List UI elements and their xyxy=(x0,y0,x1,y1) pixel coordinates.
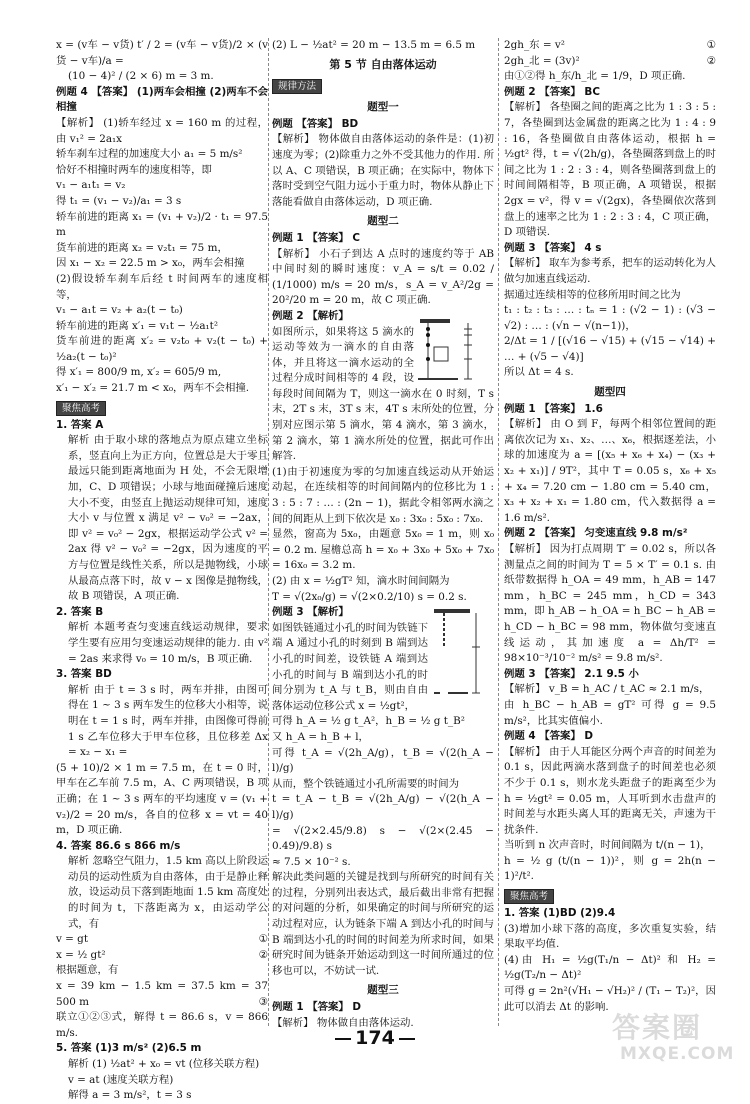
page-number xyxy=(327,1027,423,1049)
equation: 2/Δt = 1 / [(√16 − √15) + (√15 − √14) + … + (√5 − √4)] xyxy=(504,335,716,363)
text-line: 根据题意，有 xyxy=(56,964,119,977)
text-block: 显然，窗高为 5x₀，由题意 5x₀ = 1 m，则 x₀ = 0.2 m. 屋檐总高 h = x₀ + 3x₀ + 5x₀ + 7x₀ = 16x₀ = 3.2 m. xyxy=(272,528,494,572)
text-line: (2) L − ½at² = 20 m − 13.5 m = 6.5 m xyxy=(272,39,476,51)
topic-heading: 题型二 xyxy=(367,215,399,228)
text-line: v = at (速度关联方程) xyxy=(68,1073,174,1086)
column-divider xyxy=(498,38,499,1026)
text-block: 【解析】 小石子到达 A 点时的速度约等于 AB 中间时刻的瞬时速度：v_A = s/t = 0.02 / (1/1000) m/s = 20 m/s，s_A = v_A²/2g = 20²/20 m = 20 m，故 C 项正确. xyxy=(272,247,494,307)
text-line: 由①②得 h_东/h_北 = 1/9，D 项正确. xyxy=(504,70,686,83)
example-heading: 例题 3 【答案】 4 s xyxy=(504,241,602,254)
chain-hole-figure xyxy=(432,607,494,703)
answer-body: 解析 本题考查匀变速直线运动规律，要求学生要有应用匀变速运动规律的能力. 由 v² = 2as 来求得 v₀ = 10 m/s，B 项正确. xyxy=(68,621,268,665)
text-line: 解得 a = 3 m/s²，t = 3 s xyxy=(68,1089,192,1102)
text-line: 轿车前进的距离 x′₁ = v₁t − ½a₁t² xyxy=(56,319,219,332)
text-block: 【解析】 由于人耳能区分两个声音的时间差为 0.1 s，因此两滴水落到盘子的时间差也必须不少于 0.1 s，则水龙头距盘子的距离至少为 h = ½gt² = 0.05 m，人耳听到水击盘声的时间差与水距头离人耳的距离无关，声速为干扰条件. xyxy=(504,745,716,836)
answer-body: 解析 由于取小球的落地点为原点建立坐标系，竖直向上为正方向，位置总是大于零且最远只能到距离地面为 H 处，不会无限增加，C、D 项错误；小球与地面碰撞后速度大小不变，由竖直上抛运动规律可知，速度大小 v 与位置 x 满足 v² − v₀² = −2ax，即 v² = v₀² − 2gx，根据运动学公式 v² = 2ax 得 v² − v₀² = −2gx，因为速度的平方与位置是线性关系，所以是抛物线，小球从最高点落下时，故 v − x 图像是抛物线，故 B 项错误，A 项正确. xyxy=(68,434,268,603)
example-heading: 例题 1 【答案】 D xyxy=(272,1001,362,1014)
text-line: 解析 (1) ½at² + x₀ = vt (位移关联方程) xyxy=(68,1058,260,1070)
equation xyxy=(504,54,716,70)
text-line: 得 t₁ = (v₁ − v₂)/a₁ = 3 s xyxy=(56,194,182,207)
text-line: 恰好不相撞时两车的速度相等，即 xyxy=(56,163,212,176)
text-line: v₁ − a₁t = v₂ + a₂(t − t₀) xyxy=(56,304,183,317)
text-line: 货车前进的距离 x′₂ = v₂t₀ + v₂(t − t₀) + ½a₂(t − t₀)² xyxy=(56,335,268,363)
text-line: 【解析】 (1)轿车经过 x = 160 m 的过程，由 v₁² = 2a₁x xyxy=(56,116,268,145)
text-line: 得 x′₁ = 800/9 m, x′₂ = 605/9 m, xyxy=(56,366,222,379)
column-middle xyxy=(272,38,494,1031)
equation: 可得 t_A = √(2h_A/g)，t_B = √(2(h_A − l)/g) xyxy=(272,746,494,775)
equation xyxy=(56,948,268,964)
page-number-dash xyxy=(335,1038,351,1040)
water-drop-figure xyxy=(418,311,494,383)
text-block: 如图所示，如果将这 5 滴水的运动等效为一滴水的自由落体，并且将这一滴水运动的全过程分成时间相等的 4 段，设每段时间间隔为 T，则这一滴水在 0 时刻，T s 末，2T s 末，3T s 末，4T s 末所处的位置，分别对应图示第 5 滴水，第 4 滴水，第 3 滴水，第 2 滴水，第 1 滴水所处的位置，据此可作出解答. xyxy=(272,325,494,463)
page-number-dash xyxy=(399,1038,415,1040)
text-block: 【解析】 由 O 到 F，每两个相邻位置间的距离依次记为 x₁、x₂、…、x₆，根据逐差法，小球的加速度为 a = [(x₅ + x₆ + x₄) − (x₃ + x₂ + x₁)] / 9T²，其中 T = 0.05 s，x₆ + x₅ + x₄ = 7.20 cm − 1.80 cm = 5.40 cm，x₃ + x₂ + x₁ = 1.80 cm，代入数据得 a = 1.6 m/s². xyxy=(504,418,716,524)
example-heading: 例题 1 【答案】 1.6 xyxy=(504,402,603,415)
topic-heading: 题型三 xyxy=(367,984,399,997)
equation-text: x = 39 km − 1.5 km = 37.5 km = 37 500 m xyxy=(56,980,268,1008)
answer-heading: 1. 答案 (1)BD (2)9.4 xyxy=(504,907,616,920)
equation xyxy=(56,979,268,1010)
text-line: 由 h_BC − h_AB = gT² 可得 g = 9.5 m/s²，比其实值偏小. xyxy=(504,698,716,727)
equation: (4)由 H₁ = ½g(T₁/n − Δt)² 和 H₂ = ½g(T₂/n − Δt)² xyxy=(504,953,716,982)
answer-heading: 4. 答案 86.6 s 866 m/s xyxy=(56,839,181,852)
text-line: 当听到 n 次声音时，时间间隔为 t/(n − 1)， xyxy=(504,839,711,852)
text-line: (3)增加小球下落的高度，多次重复实验，结果取平均值. xyxy=(504,922,716,951)
watermark-text: 答案圈 xyxy=(612,1011,703,1044)
equation: 可得 g = 2n²(√H₁ − √H₂)² / (T₁ − T₂)²，因此可以消去 Δt 的影响. xyxy=(504,985,716,1013)
text-block: 【解析】 因为打点周期 T′ = 0.02 s，所以各测量点之间的时间为 T = 5 × T′ = 0.1 s. 由纸带数据得 h_OA = 49 mm，h_AB = 147 mm，h_BC = 245 mm，h_CD = 343 mm，即 h_AB − h_OA = h_BC − h_AB = h_CD − h_BC = 98 mm，物体做匀变速直线运动，其加速度 a = Δh/T² = 98×10⁻³/10⁻² m/s² = 9.8 m/s². xyxy=(504,543,716,665)
section-tag: 规律方法 xyxy=(272,79,322,94)
equation xyxy=(504,38,716,54)
text-line: x′₁ − x′₂ = 21.7 m < x₀，两车不会相撞. xyxy=(56,382,250,395)
section-title: 第 5 节 自由落体运动 xyxy=(329,57,437,71)
answer-heading: 1. 答案 A xyxy=(56,418,104,431)
text-line: 货车前进的距离 x₂ = v₂t₁ = 75 m， xyxy=(56,241,228,254)
text-line: 因 x₁ − x₂ = 22.5 m > x₀，两车会相撞 xyxy=(56,257,245,270)
answer-body: 解析 忽略空气阻力，1.5 km 高以上阶段运动员的运动性质为自由落体，由于是静止释放，设运动员下落到距地面 1.5 km 高度处的时间为 t，下落距离为 x，由运动学公式，有 xyxy=(68,855,268,930)
text-line: (2) 由 x = ½gT² 知，滴水时间间隔为 xyxy=(272,575,450,587)
example-heading: 例题 2 【答案】 BC xyxy=(504,85,600,98)
answer-heading: 3. 答案 BD xyxy=(56,668,112,681)
example-heading: 例题 4 【答案】 D xyxy=(504,730,594,743)
example-heading: 例题 4 【答案】 (1)两车会相撞 (2)两车不会相撞 xyxy=(56,85,268,114)
text-block: 【解析】 取车为参考系，把车的运动转化为人做匀加速直线运动. xyxy=(504,257,716,285)
equation-text: v = gt xyxy=(56,933,89,946)
text-line: v₁ − a₁t₁ = v₂ xyxy=(56,179,126,192)
equation-text: 2gh_东 = v² xyxy=(504,39,565,51)
section-tag: 聚焦高考 xyxy=(504,889,554,904)
section-tag: 聚焦高考 xyxy=(56,401,106,416)
text-block: 如图铁链通过小孔的时间为铁链下端 A 通过小孔的时刻到 B 端到达小孔的时间差，设铁链 A 端到达小孔的时间与 B 端到达小孔的时间分别为 t_A 与 t_B，则由自由落体运动位移公式 x = ½gt²， xyxy=(272,621,428,712)
equation: t = t_A − t_B = √(2h_A/g) − √(2(h_A − l)/g) xyxy=(272,793,494,821)
topic-heading: 题型四 xyxy=(594,386,626,399)
example-heading: 例题 2 【答案】 匀变速直线 9.8 m/s² xyxy=(504,527,688,540)
column-right xyxy=(504,38,716,1015)
answer-heading: 5. 答案 (1)3 m/s² (2)6.5 m xyxy=(56,1042,202,1055)
equation: T = √(2x₀/g) = √(2×0.2/10) s = 0.2 s. xyxy=(272,590,467,603)
text-line: x = (v车 − v货) t′ / 2 = (v车 − v货)/2 × (v货 − v车)/a = xyxy=(56,39,268,67)
equation-number: ② xyxy=(258,948,268,961)
text-line: 轿车刹车过程的加速度大小 a₁ = 5 m/s² xyxy=(56,148,243,161)
equation: 可得 h_A = ½ g t_A²，h_B = ½ g t_B² xyxy=(272,715,465,728)
topic-heading: 题型一 xyxy=(367,101,399,114)
equation: h = ½ g (t/(n − 1))²，则 g = 2h(n − 1)²/t². xyxy=(504,854,716,883)
equation-number: ② xyxy=(706,54,716,67)
equation-number: ① xyxy=(706,39,716,51)
text-line: 【解析】 v_B = h_AC / t_AC ≈ 2.1 m/s， xyxy=(504,683,710,696)
example-heading: 例题 3 【解析】 xyxy=(272,606,349,619)
answer-heading: 2. 答案 B xyxy=(56,605,104,618)
column-divider xyxy=(268,38,269,1026)
text-line: (2)假设轿车刹车后经 t 时间两车的速度相等， xyxy=(56,272,268,301)
text-line: 联立①②③式，解得 t = 86.6 s，v = 866 m/s. xyxy=(56,1011,268,1039)
text-block: (1)由于初速度为零的匀加速直线运动从开始运动起，在连续相等的时间间隔内的位移比为 1 : 3 : 5 : 7 : … : (2n − 1)，据此令相邻两水滴之间的间距从上到下依次是 x₀ : 3x₀ : 5x₀ : 7x₀. xyxy=(272,465,494,525)
equation xyxy=(56,932,268,948)
example-heading: 例题 3 【答案】 2.1 9.5 小 xyxy=(504,667,639,680)
equation-text: x = ½ gt² xyxy=(56,948,106,961)
equation: t₁ : t₂ : t₃ : … : tₙ = 1 : (√2 − 1) : (√3 − √2) : … : (√n − √(n−1))， xyxy=(504,304,716,332)
watermark-url: MXQE.COM xyxy=(620,1044,735,1064)
equation: = √(2×2.45/9.8) s − √(2×(2.45 − 0.49)/9.8) s xyxy=(272,824,494,853)
answer-body: (5 + 10)/2 × 1 m = 7.5 m，在 t = 0 时，甲车在乙车前 7.5 m，A、C 两项错误，B 项正确；在 1 ~ 3 s 两车的平均速度 v = (v₁ + v₂)/2 = 20 m/s，各自的位移 x = vt = 40 m，D 项正确. xyxy=(56,761,268,837)
example-heading: 例题 2 【解析】 xyxy=(272,309,349,322)
example-heading: 例题 1 【答案】 C xyxy=(272,231,361,244)
page-number-text: 174 xyxy=(355,1027,395,1049)
equation-text: 2gh_北 = (3v)² xyxy=(504,54,580,67)
text-block: 【解析】 物体做自由落体运动的条件是：(1)初速度为零；(2)除重力之外不受其他力的作用. 所以 A、C 项错误，B 项正确；在实际中，物体下落时受到空气阻力远小于重力时，物体从静止下落能看做自由落体运动，D 项正确. xyxy=(272,133,494,208)
text-line: (10 − 4)² / (2 × 6) m = 3 m. xyxy=(68,70,214,83)
text-line: 轿车前进的距离 x₁ = (v₁ + v₂)/2 · t₁ = 97.5 m xyxy=(56,210,268,239)
answer-body: 解析 由于 t = 3 s 时，两车并排，由图可得在 1 ~ 3 s 两车发生的位移大小相等，说明在 t = 1 s 时，两车并排，由图像可得前 1 s 乙车位移大于甲车位移，且位移差 Δx = x₂ − x₁ = xyxy=(68,683,268,759)
watermark-logo xyxy=(606,1000,736,1072)
text-line: 据通过连续相等的位移所用时间之比为 xyxy=(504,288,681,301)
equation: 又 h_A = h_B + l， xyxy=(272,730,369,743)
text-block: 解决此类问题的关键是找到与所研究的时间有关的过程，分别列出表达式，最后截出非常有把握的对问题的分析，如果确定的时间与所研究的运动过程对应，认为链条下端 A 到达小孔的时间与 B 端到达小孔的时间的时间差为所求时间，如果研究时间为链条开始运动到这一时间所通过的位移也可以，不妨试一试. xyxy=(272,871,494,977)
text-line: 从而，整个铁链通过小孔所需要的时间为 xyxy=(272,777,460,790)
equation-number: ③ xyxy=(258,995,268,1008)
text-block: 【解析】 各垫圈之间的距离之比为 1 : 3 : 5 : 7，各垫圈到达金属盘的距离之比为 1 : 4 : 9 : 16，各垫圈做自由落体运动，根据 h = ½gt² 得，t = √(2h/g)，各垫圈落到盘上的时间之比为 1 : 2 : 3 : 4，则各垫圈落到盘上的时间间隔相等，B 项正确，A 项错误，根据 2gx = v²，得 v = √(2gx)，各垫圈依次落到盘上的速率之比为 1 : 2 : 3 : 4，C 项正确，D 项错误. xyxy=(504,101,716,239)
equation: ≈ 7.5 × 10⁻² s. xyxy=(272,855,351,868)
column-left xyxy=(56,38,268,1104)
equation-number: ① xyxy=(258,933,268,946)
example-heading: 例题 【答案】 BD xyxy=(272,117,359,130)
text-line: 【解析】 物体做自由落体运动. xyxy=(272,1016,414,1029)
text-line: 所以 Δt = 4 s. xyxy=(504,366,574,379)
